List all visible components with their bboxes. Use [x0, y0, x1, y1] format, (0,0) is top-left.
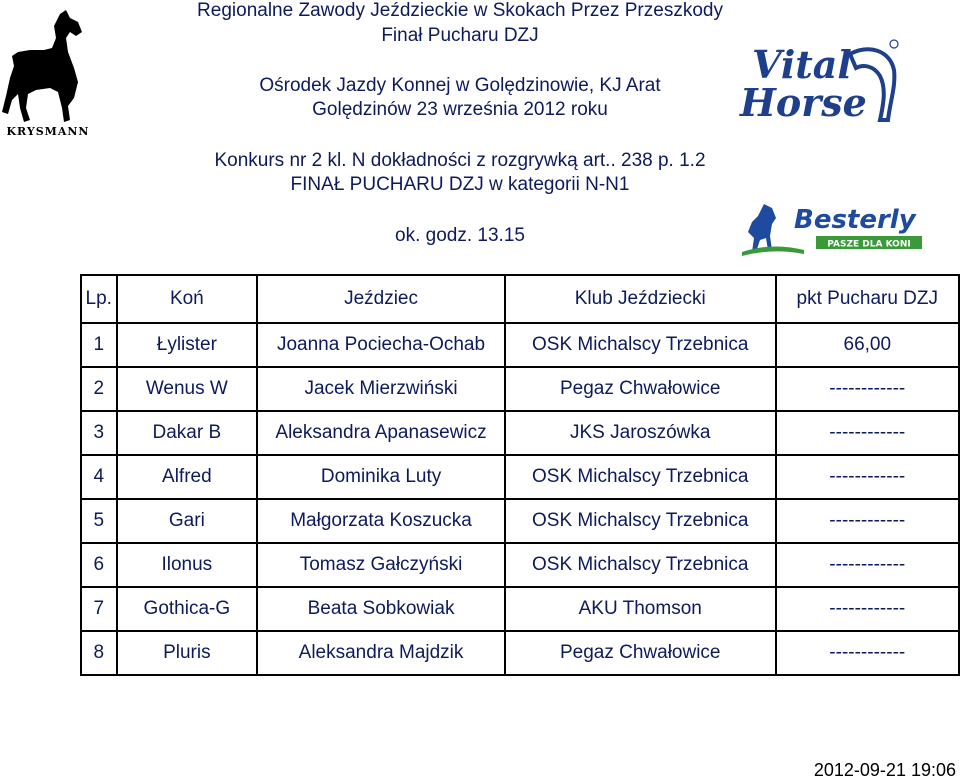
cell-horse: Pluris: [117, 631, 258, 675]
cell-lp: 6: [81, 543, 117, 587]
cell-points: ------------: [776, 367, 959, 411]
table-row: [81, 631, 959, 675]
cell-points: ------------: [776, 411, 959, 455]
vital-horse-logo: [738, 36, 900, 126]
cell-points: ------------: [776, 455, 959, 499]
results-table: [80, 274, 960, 676]
table-row: [81, 411, 959, 455]
cell-horse: Gari: [117, 499, 258, 543]
table-row: [81, 587, 959, 631]
cell-points: 66,00: [776, 323, 959, 367]
cell-points: ------------: [776, 543, 959, 587]
competition-line: Konkurs nr 2 kl. N dokładności z rozgrywką art.. 238 p. 1.2: [214, 150, 706, 171]
registered-icon: [890, 40, 898, 48]
date-line: Golędzinów 23 września 2012 roku: [312, 99, 608, 120]
venue-line: Ośrodek Jazdy Konnej w Golędzinowie, KJ Arat: [259, 75, 661, 96]
header-points: pkt Pucharu DZJ: [776, 275, 959, 323]
cell-club: OSK Michalscy Trzebnica: [505, 499, 776, 543]
krysmann-logo: [0, 8, 96, 138]
cell-club: JKS Jaroszówka: [505, 411, 776, 455]
besterly-tagline: PASZE DLA KONI: [827, 239, 911, 250]
cell-rider: Beata Sobkowiak: [257, 587, 505, 631]
cell-horse: Dakar B: [117, 411, 258, 455]
cell-horse: Ilonus: [117, 543, 258, 587]
cell-rider: Małgorzata Koszucka: [257, 499, 505, 543]
cell-points: ------------: [776, 499, 959, 543]
cell-horse: Gothica-G: [117, 587, 258, 631]
table-row: [81, 323, 959, 367]
cell-rider: Tomasz Gałczyński: [257, 543, 505, 587]
cell-points: ------------: [776, 587, 959, 631]
cell-club: AKU Thomson: [505, 587, 776, 631]
cell-rider: Joanna Pociecha-Ochab: [257, 323, 505, 367]
besterly-wordmark: Besterly: [794, 205, 916, 235]
header-lp: Lp.: [81, 275, 117, 323]
cell-points: ------------: [776, 631, 959, 675]
category-line: FINAŁ PUCHARU DZJ w kategorii N-N1: [290, 174, 630, 195]
cell-club: OSK Michalscy Trzebnica: [505, 323, 776, 367]
header-horse: Koń: [117, 275, 258, 323]
cell-club: OSK Michalscy Trzebnica: [505, 543, 776, 587]
print-timestamp: 2012-09-21 19:06: [813, 760, 956, 780]
horse-wordmark: Horse: [740, 80, 867, 125]
vital-wordmark: Vital: [752, 42, 852, 87]
header-club: Klub Jeździecki: [505, 275, 776, 323]
horse-icon: [748, 204, 776, 252]
cell-lp: 2: [81, 367, 117, 411]
cell-lp: 5: [81, 499, 117, 543]
cell-club: Pegaz Chwałowice: [505, 367, 776, 411]
cell-rider: Aleksandra Apanasewicz: [257, 411, 505, 455]
cell-rider: Jacek Mierzwiński: [257, 367, 505, 411]
start-time: ok. godz. 13.15: [395, 225, 525, 246]
table-row: [81, 367, 959, 411]
cell-rider: Dominika Luty: [257, 455, 505, 499]
cell-horse: Alfred: [117, 455, 258, 499]
cell-lp: 3: [81, 411, 117, 455]
besterly-logo: [742, 196, 938, 258]
cell-lp: 4: [81, 455, 117, 499]
cell-lp: 7: [81, 587, 117, 631]
horse-silhouette-icon: [0, 8, 96, 138]
cell-club: OSK Michalscy Trzebnica: [505, 455, 776, 499]
cell-club: Pegaz Chwałowice: [505, 631, 776, 675]
table-row: [81, 543, 959, 587]
header-rider: Jeździec: [257, 275, 505, 323]
table-row: [81, 455, 959, 499]
cell-horse: Wenus W: [117, 367, 258, 411]
grass-icon: [742, 246, 804, 256]
table-header-row: [81, 275, 959, 323]
cell-lp: 1: [81, 323, 117, 367]
table-row: [81, 499, 959, 543]
event-subtitle: Finał Pucharu DZJ: [381, 25, 539, 46]
cell-horse: Łylister: [117, 323, 258, 367]
cell-rider: Aleksandra Majdzik: [257, 631, 505, 675]
event-title: Regionalne Zawody Jeździeckie w Skokach Przez Przeszkody: [197, 0, 723, 21]
krysmann-wordmark: KRYSMANN: [6, 125, 90, 138]
cell-lp: 8: [81, 631, 117, 675]
